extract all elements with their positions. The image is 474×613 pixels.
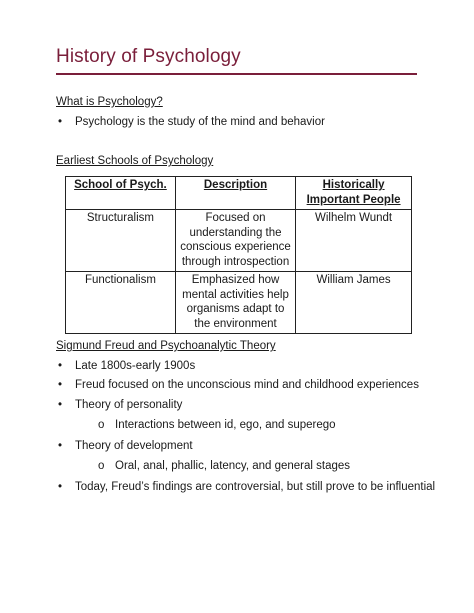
table-cell-description: Focused on understanding the conscious experience through introspection: [175, 210, 295, 272]
table-cell-description: Emphasized how mental activities help organisms adapt to the environment: [175, 272, 295, 334]
bullet-icon: •: [58, 399, 63, 411]
list-item-text: Theory of development: [75, 440, 193, 452]
sub-bullet-icon: o: [98, 419, 105, 431]
sub-bullet-icon: o: [98, 460, 105, 472]
bullet-icon: •: [58, 116, 63, 128]
table-cell-school: Structuralism: [66, 210, 176, 272]
list-item-text: Psychology is the study of the mind and behavior: [75, 116, 325, 128]
list-item-text: Oral, anal, phallic, latency, and general stages: [115, 460, 351, 472]
table-header-school: School of Psych.: [66, 177, 176, 210]
table-cell-people: Wilhelm Wundt: [296, 210, 412, 272]
table-header-description: Description: [175, 177, 295, 210]
list-item-text: Interactions between id, ego, and superego: [115, 419, 336, 431]
section-heading-earliest-schools: Earliest Schools of Psychology: [56, 155, 214, 167]
table-row: [66, 272, 412, 334]
bullet-icon: •: [58, 440, 63, 452]
bullet-icon: •: [58, 481, 63, 493]
page-title: History of Psychology: [56, 46, 241, 67]
section-heading-what-is-psychology: What is Psychology?: [56, 96, 163, 108]
table-header-people: Historically Important People: [296, 177, 412, 210]
bullet-icon: •: [58, 379, 63, 391]
table-cell-people: William James: [296, 272, 412, 334]
list-item-text: Theory of personality: [75, 399, 183, 411]
bullet-icon: •: [58, 360, 63, 372]
title-divider: [56, 73, 417, 75]
schools-table: [65, 176, 412, 334]
list-item-text: Late 1800s-early 1900s: [75, 360, 196, 372]
table-cell-school: Functionalism: [66, 272, 176, 334]
list-item-text: Freud focused on the unconscious mind and childhood experiences: [75, 379, 419, 391]
list-item-text: Today, Freud’s findings are controversial, but still prove to be influential: [75, 481, 436, 493]
table-header-row: [66, 177, 412, 210]
section-heading-freud: Sigmund Freud and Psychoanalytic Theory: [56, 340, 276, 352]
table-row: [66, 210, 412, 272]
